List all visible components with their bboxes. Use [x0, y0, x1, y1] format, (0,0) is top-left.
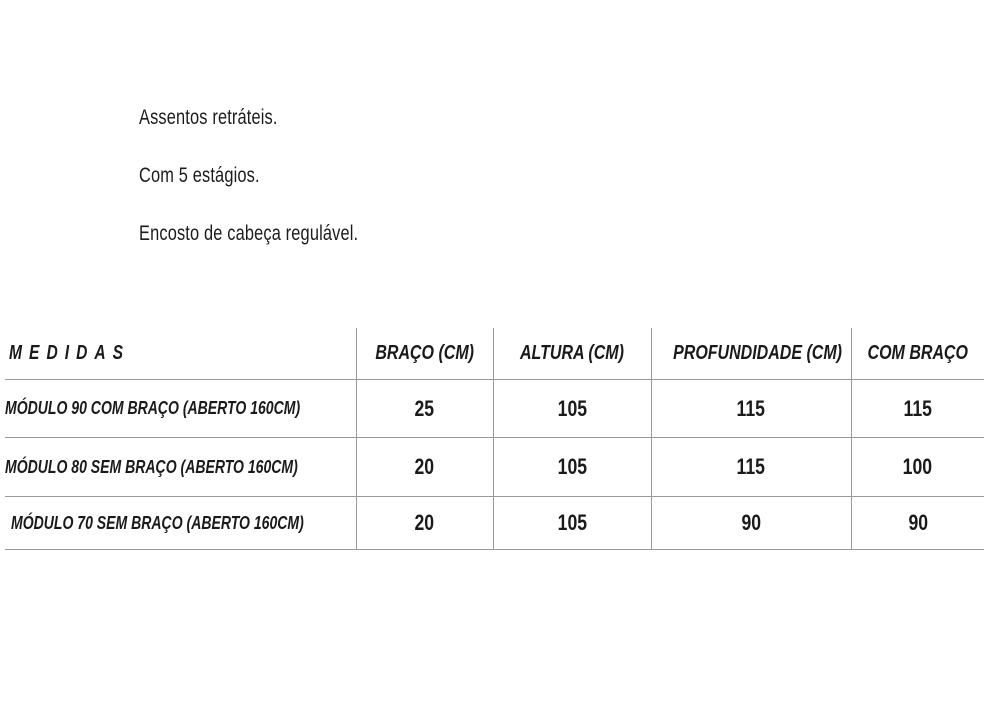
cell-com-braco: 90: [851, 497, 984, 550]
row-label: MÓDULO 70 SEM BRAÇO (ABERTO 160CM): [5, 497, 356, 550]
table-row: [5, 497, 984, 550]
feature-item: Com 5 estágios.: [139, 164, 260, 187]
cell-braco: 25: [356, 380, 493, 438]
table-header-row: [5, 328, 984, 380]
row-label: MÓDULO 90 COM BRAÇO (ABERTO 160CM): [5, 380, 356, 438]
feature-list: [139, 104, 639, 278]
header-profundidade: PROFUNDIDADE (CM): [651, 328, 851, 380]
cell-profundidade: 115: [651, 380, 851, 438]
feature-item: Encosto de cabeça regulável.: [139, 222, 359, 245]
cell-altura: 105: [493, 380, 651, 438]
row-label: MÓDULO 80 SEM BRAÇO (ABERTO 160CM): [5, 438, 356, 497]
cell-braco: 20: [356, 438, 493, 497]
feature-item: Assentos retráteis.: [139, 106, 278, 129]
measurements-table: [5, 328, 984, 550]
cell-profundidade: 90: [651, 497, 851, 550]
cell-altura: 105: [493, 497, 651, 550]
cell-altura: 105: [493, 438, 651, 497]
cell-com-braco: 100: [851, 438, 984, 497]
header-com-braco: COM BRAÇO: [851, 328, 984, 380]
cell-com-braco: 115: [851, 380, 984, 438]
header-medidas: MEDIDAS: [5, 328, 356, 380]
header-altura: ALTURA (CM): [493, 328, 651, 380]
header-braco: BRAÇO (CM): [356, 328, 493, 380]
table-row: [5, 380, 984, 438]
cell-profundidade: 115: [651, 438, 851, 497]
table-row: [5, 438, 984, 497]
cell-braco: 20: [356, 497, 493, 550]
